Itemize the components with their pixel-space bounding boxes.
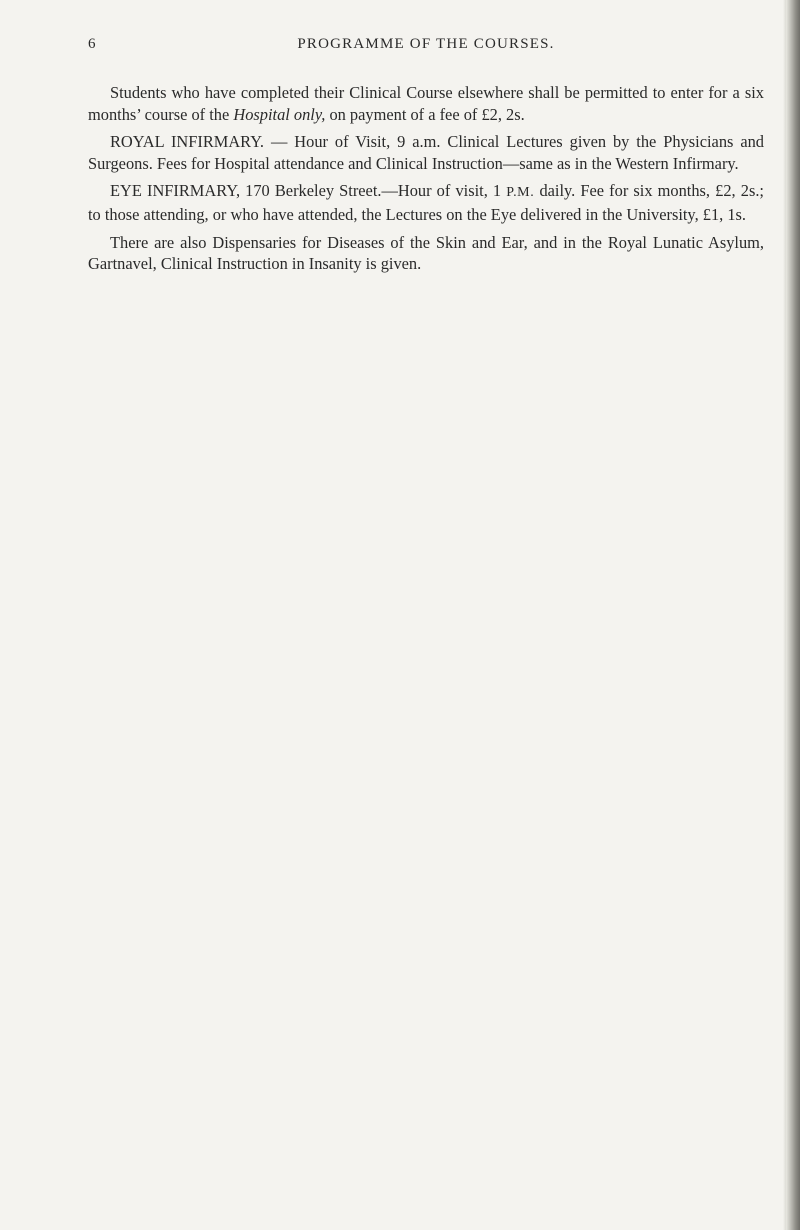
royal-infirmary-heading: ROYAL INFIRMARY.	[110, 132, 265, 152]
paragraph-students	[88, 82, 764, 125]
paragraph-eye-infirmary	[88, 180, 764, 225]
eye-infirmary-heading: EYE INFIRMARY,	[110, 181, 241, 201]
running-head: PROGRAMME OF THE COURSES.	[297, 36, 555, 52]
page-number: 6	[88, 36, 97, 52]
page-body	[88, 82, 764, 281]
royal-infirmary-text: — Hour of Visit, 9 a.m. Clinical Lectures given by the Physicians and Surgeons. Fees for Hospital attendance and Clinical Instruction—same as in the Western Infirmary.	[88, 132, 764, 173]
eye-infirmary-text-end: daily. Fee for six months, £2, 2s.; to those attending, or who have attended, the Lectures on the Eye delivered in the University, £1, 1s.	[88, 181, 764, 224]
eye-infirmary-text: 170 Berkeley Street.—Hour of visit, 1	[240, 181, 507, 201]
paragraph-students-end: on payment of a fee of £2, 2s.	[325, 104, 525, 124]
paragraph-students-text: Students who have completed their Clinical Course elsewhere shall be permitted to enter for a six months’ course of the	[88, 83, 764, 124]
dispensaries-text: There are also Dispensaries for Diseases of the Skin and Ear, and in the Royal Lunatic Asylum, Gartnavel, Clinical Instruction in Insanity is given.	[88, 232, 764, 274]
page-edge	[786, 0, 800, 1230]
eye-infirmary-pm: P.M.	[506, 185, 535, 201]
paragraph-royal-infirmary	[88, 131, 764, 174]
paragraph-students-italic: Hospital only,	[233, 104, 326, 124]
paragraph-dispensaries	[88, 232, 764, 275]
page-header	[88, 36, 764, 60]
